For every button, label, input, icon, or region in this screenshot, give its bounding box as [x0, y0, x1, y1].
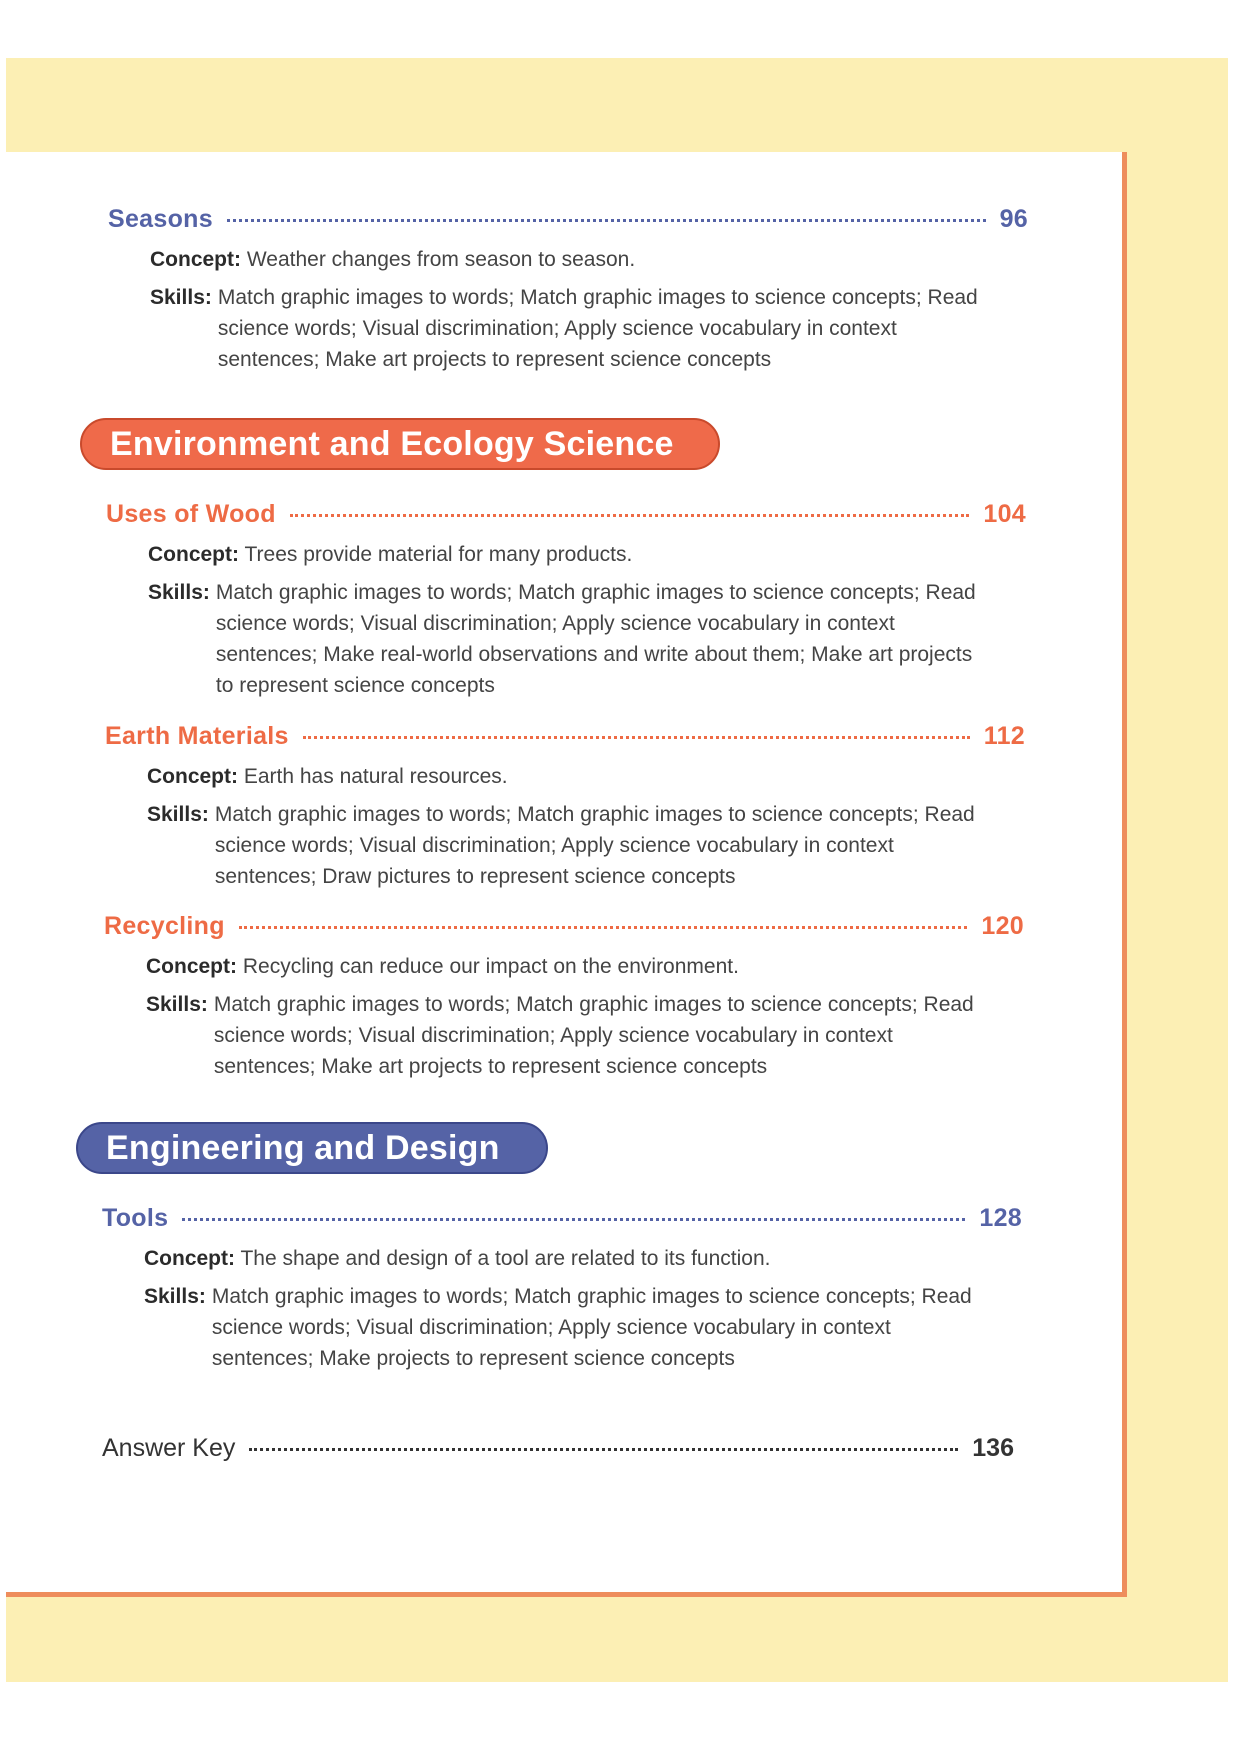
concept-label: Concept: — [150, 248, 241, 271]
entry-title[interactable]: Earth Materials — [105, 722, 289, 750]
entry-page-number[interactable]: 96 — [999, 205, 1028, 233]
entry-description — [147, 761, 1025, 892]
skills-text: Match graphic images to words; Match graphic images to science concepts; Read science words; Visual discrimination; Apply science vocabulary in context sentences; Make projects to represent science concepts — [211, 1285, 972, 1370]
entry-page-number[interactable]: 104 — [983, 500, 1026, 528]
skills-label: Skills: — [147, 803, 209, 826]
concept-text: Weather changes from season to season. — [246, 248, 636, 271]
entry-title[interactable]: Answer Key — [102, 1434, 236, 1462]
entry-description — [144, 1243, 1022, 1374]
dot-leader — [303, 736, 970, 739]
entry-page-number[interactable]: 112 — [983, 722, 1025, 750]
entry-description — [146, 951, 1024, 1082]
concept-label: Concept: — [148, 543, 239, 566]
dot-leader — [290, 514, 970, 517]
toc-entry-uses-of-wood — [106, 500, 1026, 701]
dot-leader — [239, 926, 968, 929]
entry-title[interactable]: Tools — [102, 1204, 169, 1232]
entry-description — [150, 244, 1028, 375]
entry-page-number[interactable]: 136 — [972, 1434, 1014, 1462]
skills-text: Match graphic images to words; Match graphic images to science concepts; Read science words; Visual discrimination; Apply science vocabulary in context sentences; Make real-world observations and write about them; Make art projects to represent science concepts — [215, 581, 976, 697]
dot-leader — [182, 1218, 965, 1221]
entry-title[interactable]: Recycling — [104, 912, 225, 940]
entry-description — [148, 539, 1026, 701]
entry-title[interactable]: Seasons — [108, 205, 213, 233]
entry-page-number[interactable]: 120 — [981, 912, 1024, 940]
section-banner-engineering — [76, 1122, 548, 1174]
banner-title: Engineering and Design — [106, 1128, 500, 1167]
concept-label: Concept: — [146, 955, 237, 978]
skills-label: Skills: — [148, 581, 210, 604]
entry-title[interactable]: Uses of Wood — [106, 500, 276, 528]
concept-label: Concept: — [144, 1247, 235, 1270]
skills-text: Match graphic images to words; Match graphic images to science concepts; Read science words; Visual discrimination; Apply science vocabulary in context sentences; Draw pictures to represent science concepts — [214, 803, 975, 888]
skills-label: Skills: — [146, 993, 208, 1016]
concept-text: Trees provide material for many products. — [244, 543, 633, 566]
concept-text: Earth has natural resources. — [243, 765, 508, 788]
toc-entry-recycling — [104, 912, 1024, 1082]
skills-text: Match graphic images to words; Match graphic images to science concepts; Read science words; Visual discrimination; Apply science vocabulary in context sentences; Make art projects to represent science concepts — [213, 993, 974, 1078]
dot-leader — [249, 1448, 958, 1451]
dot-leader — [227, 219, 986, 222]
skills-label: Skills: — [150, 286, 212, 309]
concept-text: The shape and design of a tool are related to its function. — [240, 1247, 771, 1270]
section-banner-environment — [80, 418, 720, 470]
toc-entry-tools — [102, 1204, 1022, 1374]
skills-text: Match graphic images to words; Match graphic images to science concepts; Read science words; Visual discrimination; Apply science vocabulary in context sentences; Make art projects to represent science concepts — [217, 286, 978, 371]
concept-text: Recycling can reduce our impact on the environment. — [242, 955, 739, 978]
entry-page-number[interactable]: 128 — [979, 1204, 1022, 1232]
skills-label: Skills: — [144, 1285, 206, 1308]
toc-entry-seasons — [108, 205, 1028, 375]
concept-label: Concept: — [147, 765, 238, 788]
banner-title: Environment and Ecology Science — [110, 424, 674, 463]
toc-entry-answer-key — [102, 1434, 1014, 1463]
toc-entry-earth-materials — [105, 722, 1025, 892]
